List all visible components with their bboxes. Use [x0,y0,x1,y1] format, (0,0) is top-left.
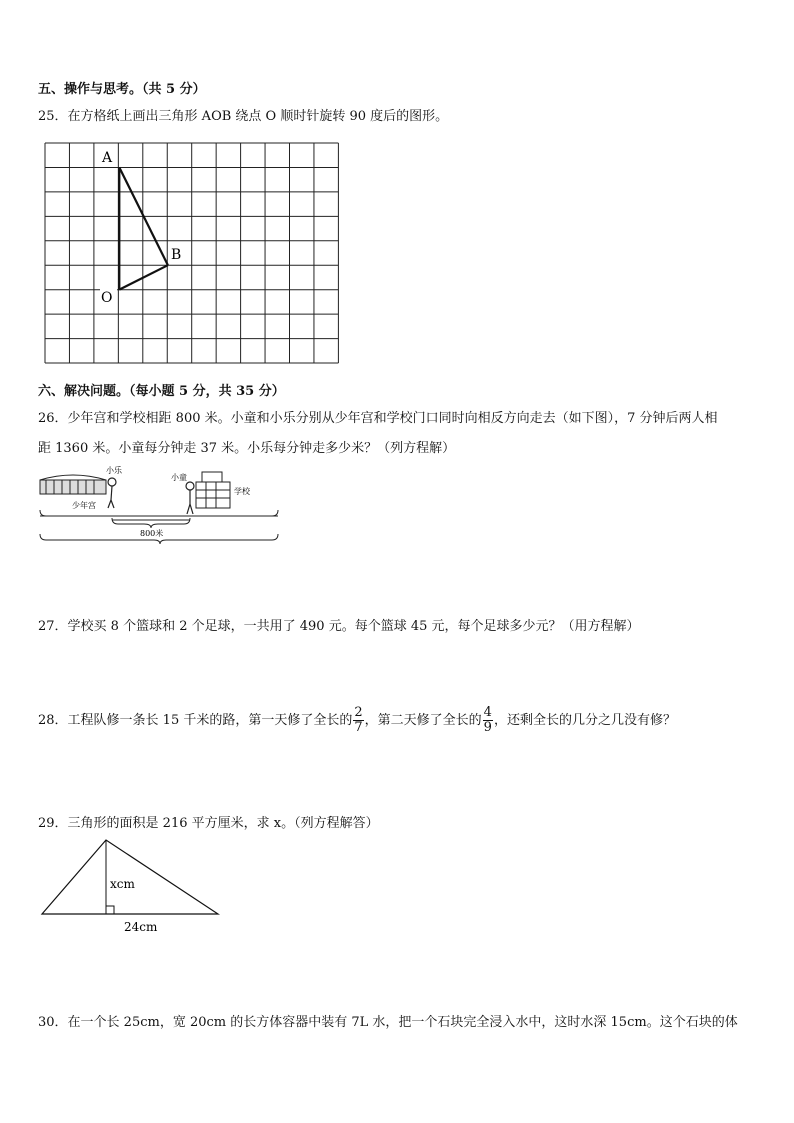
question-26-line2: 距 1360 米。小童每分钟走 37 米。小乐每分钟走多少米？（列方程解） [38,441,456,456]
question-30: 30．在一个长 25cm，宽 20cm 的长方体容器中装有 7L 水，把一个石块完全浸入水中，这时水深 15cm。这个石块的体 [38,1015,738,1030]
label-a: A [102,150,113,166]
label-children-palace: 少年宫 [72,501,96,510]
right-angle-mark [106,906,114,914]
question-28-part1: 28．工程队修一条长 15 千米的路，第一天修了全长的 [38,713,353,728]
question-28 [38,706,676,735]
fraction-4-9-denominator: 9 [483,720,492,735]
label-xiaotong: 小童 [171,473,187,482]
walk-diagram [36,460,282,546]
question-28-part3: ，还剩全长的几分之几没有修？ [493,713,676,728]
label-b: B [171,247,182,263]
children-palace-icon [40,475,106,494]
fraction-2-7-denominator: 7 [354,720,363,735]
height-label: xcm [110,877,135,891]
fraction-2-7-numerator: 2 [354,705,363,720]
triangle-aob [119,167,168,289]
question-26-line1: 26．少年宫和学校相距 800 米。小童和小乐分别从少年宫和学校门口同时向相反方向走去（如下图），7 分钟后两人相 [38,411,718,426]
label-xiaole: 小乐 [106,466,122,475]
distance-braces [40,510,278,544]
question-28-part2: ，第二天修了全长的 [364,713,482,728]
grid-lines [45,143,338,363]
label-800m: 800米 [140,529,164,538]
fraction-2-7 [353,706,363,735]
xiaole-figure-icon [108,478,116,508]
fraction-4-9-numerator: 4 [483,705,492,720]
base-label: 24cm [124,920,158,934]
school-building-icon [196,472,230,508]
edge-ob [119,265,168,289]
label-school: 学校 [234,487,250,496]
section-6-title: 六、解决问题。（每小题 5 分，共 35 分） [38,384,285,399]
question-27: 27．学校买 8 个篮球和 2 个足球，一共用了 490 元。每个篮球 45 元，每个足球多少元？（用方程解） [38,619,640,634]
section-5-title: 五、操作与思考。（共 5 分） [38,82,206,97]
label-o: O [101,290,113,306]
question-29: 29．三角形的面积是 216 平方厘米，求 x。（列方程解答） [38,816,379,831]
triangle-figure [38,836,228,940]
grid-figure [40,140,344,368]
question-25: 25．在方格纸上画出三角形 AOB 绕点 O 顺时针旋转 90 度后的图形。 [38,109,449,124]
fraction-4-9 [483,706,493,735]
xiaotong-figure-icon [186,482,194,514]
